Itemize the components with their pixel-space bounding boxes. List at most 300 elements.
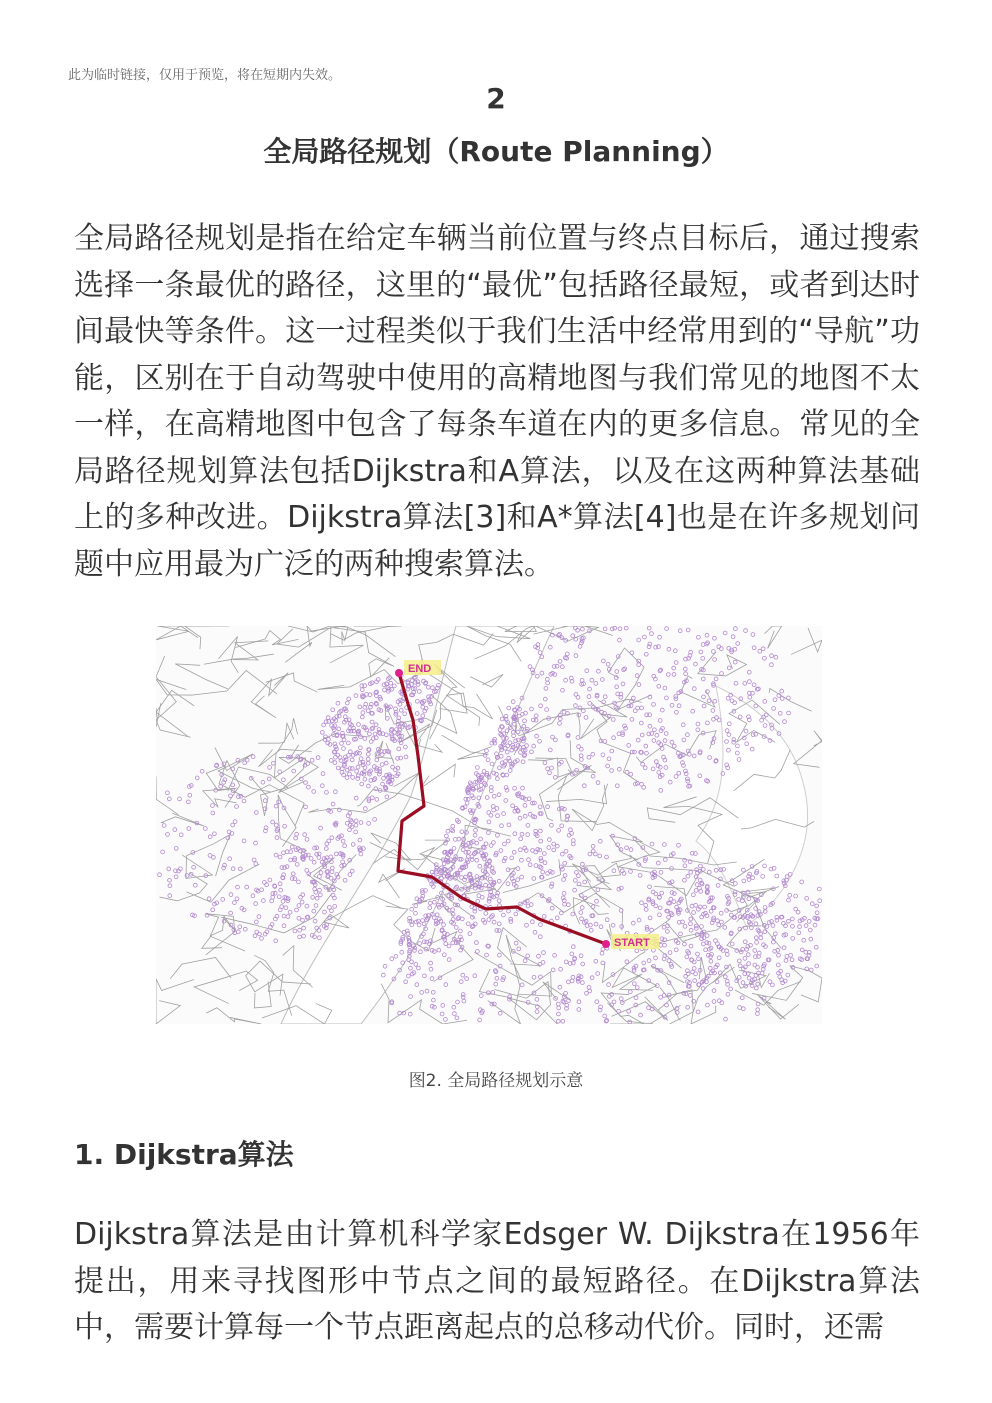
road-node xyxy=(229,911,233,915)
road-node xyxy=(763,930,767,934)
road-node xyxy=(475,858,479,862)
road-node xyxy=(558,985,562,989)
road-line xyxy=(156,979,194,1024)
road-node xyxy=(617,767,621,771)
road-node xyxy=(354,830,358,834)
road-node xyxy=(724,1017,728,1021)
road-node xyxy=(798,925,802,929)
road-line xyxy=(546,785,606,804)
road-node xyxy=(809,968,813,972)
road-node xyxy=(485,953,489,957)
road-node xyxy=(709,959,713,963)
road-node xyxy=(640,901,644,905)
road-node xyxy=(464,850,468,854)
road-node xyxy=(581,709,585,713)
road-line xyxy=(430,932,473,982)
road-node xyxy=(290,845,294,849)
road-node xyxy=(541,870,545,874)
road-node xyxy=(195,776,199,780)
road-node xyxy=(456,917,460,921)
road-node xyxy=(787,696,791,700)
road-node xyxy=(316,756,320,760)
road-node xyxy=(780,697,784,701)
road-node xyxy=(312,790,316,794)
road-node xyxy=(667,915,671,919)
road-node xyxy=(691,970,695,974)
road-node xyxy=(451,908,455,912)
road-node xyxy=(496,777,500,781)
road-node xyxy=(252,858,256,862)
road-node xyxy=(594,682,598,686)
road-node xyxy=(273,891,277,895)
road-node xyxy=(526,824,530,828)
road-node xyxy=(639,1013,643,1017)
road-node xyxy=(579,911,583,915)
road-node xyxy=(619,997,623,1001)
road-node xyxy=(550,906,554,910)
road-node xyxy=(784,959,788,963)
road-line xyxy=(698,652,747,676)
road-node xyxy=(640,733,644,737)
road-node xyxy=(694,662,698,666)
road-node xyxy=(560,665,564,669)
road-node xyxy=(747,670,751,674)
road-node xyxy=(611,718,615,722)
road-node xyxy=(519,751,523,755)
road-node xyxy=(274,853,278,857)
road-node xyxy=(318,893,322,897)
road-node xyxy=(253,934,257,938)
road-node xyxy=(491,991,495,995)
road-node xyxy=(594,922,598,926)
road-node xyxy=(541,961,545,965)
road-node xyxy=(535,1010,539,1014)
road-node xyxy=(233,901,237,905)
road-node xyxy=(508,769,512,773)
road-node xyxy=(271,895,275,899)
road-node xyxy=(265,883,269,887)
road-node xyxy=(539,859,543,863)
road-node xyxy=(555,916,559,920)
road-node xyxy=(590,976,594,980)
road-node xyxy=(263,799,267,803)
road-node xyxy=(618,627,622,631)
road-node xyxy=(691,709,695,713)
road-node xyxy=(647,626,651,630)
road-node xyxy=(548,748,552,752)
road-node xyxy=(557,1006,561,1010)
road-node xyxy=(663,843,667,847)
road-node xyxy=(415,983,419,987)
road-node xyxy=(282,914,286,918)
road-node xyxy=(610,769,614,773)
road-node xyxy=(668,951,672,955)
road-node xyxy=(610,749,614,753)
road-node xyxy=(447,894,451,898)
road-node xyxy=(255,930,259,934)
road-node xyxy=(564,849,568,853)
road-node xyxy=(652,703,656,707)
road-node xyxy=(511,804,515,808)
road-node xyxy=(723,975,727,979)
road-node xyxy=(599,925,603,929)
road-node xyxy=(622,668,626,672)
road-node xyxy=(345,701,349,705)
road-node xyxy=(714,868,718,872)
road-node xyxy=(771,924,775,928)
road-node xyxy=(539,975,543,979)
road-node xyxy=(685,955,689,959)
road-node xyxy=(278,855,282,859)
road-node xyxy=(254,902,258,906)
road-node xyxy=(523,719,527,723)
road-node xyxy=(584,716,588,720)
road-line xyxy=(156,670,277,695)
road-node xyxy=(809,937,813,941)
road-node xyxy=(235,805,239,809)
road-node xyxy=(367,822,371,826)
road-node xyxy=(625,960,629,964)
road-node xyxy=(591,905,595,909)
road-node xyxy=(786,973,790,977)
road-node xyxy=(571,945,575,949)
road-node xyxy=(543,697,547,701)
road-node xyxy=(625,770,629,774)
road-node xyxy=(639,721,643,725)
road-node xyxy=(478,1018,482,1022)
road-node xyxy=(621,682,625,686)
road-node xyxy=(168,884,172,888)
road-node xyxy=(725,953,729,957)
road-node xyxy=(271,820,275,824)
road-node xyxy=(360,688,364,692)
road-node xyxy=(664,732,668,736)
road-node xyxy=(545,677,549,681)
road-node xyxy=(312,860,316,864)
road-node xyxy=(242,839,246,843)
road-node xyxy=(421,705,425,709)
road-node xyxy=(788,893,792,897)
road-line xyxy=(175,664,227,689)
road-node xyxy=(773,932,777,936)
road-node xyxy=(529,903,533,907)
road-node xyxy=(654,956,658,960)
road-node xyxy=(514,739,518,743)
road-node xyxy=(407,958,411,962)
road-node xyxy=(643,635,647,639)
road-node xyxy=(605,855,609,859)
road-node xyxy=(543,761,547,765)
road-node xyxy=(606,764,610,768)
road-node xyxy=(534,714,538,718)
road-node xyxy=(601,961,605,965)
road-node xyxy=(371,726,375,730)
road-node xyxy=(238,867,242,871)
road-node xyxy=(346,741,350,745)
road-node xyxy=(539,704,543,708)
road-node xyxy=(333,905,337,909)
road-node xyxy=(562,878,566,882)
road-node xyxy=(238,925,242,929)
road-node xyxy=(437,948,441,952)
road-node xyxy=(751,633,755,637)
road-node xyxy=(692,687,696,691)
road-node xyxy=(683,858,687,862)
road-node xyxy=(660,708,664,712)
route-planning-map-figure xyxy=(156,626,822,1024)
road-node xyxy=(334,852,338,856)
road-node xyxy=(174,875,178,879)
road-node xyxy=(607,757,611,761)
road-node xyxy=(637,638,641,642)
road-node xyxy=(595,899,599,903)
road-node xyxy=(662,994,666,998)
road-node xyxy=(659,668,663,672)
road-node xyxy=(412,691,416,695)
road-node xyxy=(235,897,239,901)
road-node xyxy=(682,738,686,742)
road-node xyxy=(310,758,314,762)
road-node xyxy=(358,746,362,750)
road-node xyxy=(531,849,535,853)
road-node xyxy=(753,963,757,967)
road-node xyxy=(298,928,302,932)
road-node xyxy=(629,704,633,708)
road-node xyxy=(295,832,299,836)
road-node xyxy=(319,871,323,875)
road-node xyxy=(343,878,347,882)
road-node xyxy=(208,854,212,858)
road-node xyxy=(297,904,301,908)
road-node xyxy=(484,883,488,887)
road-node xyxy=(251,755,255,759)
road-node xyxy=(377,772,381,776)
road-node xyxy=(573,879,577,883)
road-node xyxy=(166,833,170,837)
road-node xyxy=(323,910,327,914)
road-node xyxy=(348,750,352,754)
road-node xyxy=(580,917,584,921)
road-node xyxy=(429,967,433,971)
road-node xyxy=(566,903,570,907)
road-node xyxy=(734,681,738,685)
road-node xyxy=(523,959,527,963)
road-node xyxy=(571,912,575,916)
road-node xyxy=(658,906,662,910)
road-node xyxy=(817,887,821,891)
road-node xyxy=(627,1009,631,1013)
road-node xyxy=(452,1005,456,1009)
road-node xyxy=(686,628,690,632)
road-line xyxy=(202,916,235,954)
road-node xyxy=(409,995,413,999)
road-node xyxy=(284,906,288,910)
road-node xyxy=(476,950,480,954)
road-node xyxy=(707,870,711,874)
road-node xyxy=(594,959,598,963)
road-line xyxy=(156,626,210,640)
road-node xyxy=(644,652,648,656)
road-node xyxy=(168,894,172,898)
road-node xyxy=(640,782,644,786)
road-node xyxy=(560,806,564,810)
road-node xyxy=(654,904,658,908)
road-node xyxy=(702,704,706,708)
road-node xyxy=(325,842,329,846)
road-node xyxy=(596,888,600,892)
road-node xyxy=(487,899,491,903)
road-node xyxy=(713,658,717,662)
road-node xyxy=(689,870,693,874)
road-node xyxy=(729,913,733,917)
road-node xyxy=(231,783,235,787)
road-node xyxy=(444,983,448,987)
road-node xyxy=(601,947,605,951)
road-node xyxy=(548,645,552,649)
road-node xyxy=(656,861,660,865)
road-node xyxy=(694,903,698,907)
road-node xyxy=(557,829,561,833)
road-node xyxy=(686,874,690,878)
road-node xyxy=(278,908,282,912)
road-node xyxy=(760,971,764,975)
road-node xyxy=(581,981,585,985)
road-node xyxy=(498,1011,502,1015)
road-node xyxy=(588,702,592,706)
road-node xyxy=(497,879,501,883)
road-node xyxy=(717,718,721,722)
road-node xyxy=(465,977,469,981)
road-node xyxy=(659,871,663,875)
road-node xyxy=(591,849,595,853)
road-node xyxy=(550,823,554,827)
road-node xyxy=(305,838,309,842)
road-node xyxy=(553,953,557,957)
road-node xyxy=(322,723,326,727)
road-node xyxy=(502,913,506,917)
road-node xyxy=(370,720,374,724)
road-node xyxy=(460,917,464,921)
road-node xyxy=(692,754,696,758)
road-node xyxy=(761,647,765,651)
road-node xyxy=(270,899,274,903)
road-node xyxy=(530,707,534,711)
road-node xyxy=(696,952,700,956)
road-node xyxy=(726,992,730,996)
road-node xyxy=(291,872,295,876)
road-node xyxy=(357,723,361,727)
road-node xyxy=(211,804,215,808)
road-node xyxy=(647,1006,651,1010)
road-node xyxy=(530,920,534,924)
road-node xyxy=(331,802,335,806)
road-node xyxy=(563,861,567,865)
road-node xyxy=(491,805,495,809)
road-node xyxy=(642,961,646,965)
road-node xyxy=(523,814,527,818)
road-node xyxy=(231,867,235,871)
road-node xyxy=(702,695,706,699)
road-node xyxy=(607,983,611,987)
road-node xyxy=(818,899,822,903)
road-node xyxy=(520,858,524,862)
road-node xyxy=(487,820,491,824)
road-node xyxy=(663,686,667,690)
road-node xyxy=(301,918,305,922)
road-node xyxy=(596,972,600,976)
road-node xyxy=(488,877,492,881)
road-node xyxy=(689,922,693,926)
road-node xyxy=(674,661,678,665)
road-node xyxy=(787,898,791,902)
end-label: END xyxy=(408,663,432,675)
road-node xyxy=(516,867,520,871)
road-node xyxy=(579,754,583,758)
road-node xyxy=(546,767,550,771)
road-node xyxy=(644,744,648,748)
road-node xyxy=(636,738,640,742)
road-node xyxy=(192,865,196,869)
road-node xyxy=(399,708,403,712)
road-node xyxy=(456,1000,460,1004)
road-node xyxy=(521,760,525,764)
road-node xyxy=(709,909,713,913)
road-node xyxy=(504,799,508,803)
road-node xyxy=(340,834,344,838)
road-node xyxy=(274,939,278,943)
road-node xyxy=(546,805,550,809)
road-node xyxy=(641,762,645,766)
road-node xyxy=(535,998,539,1002)
road-node xyxy=(648,724,652,728)
road-node xyxy=(538,805,542,809)
road-node xyxy=(665,1003,669,1007)
road-node xyxy=(325,791,329,795)
road-node xyxy=(571,975,575,979)
road-node xyxy=(363,737,367,741)
road-node xyxy=(305,904,309,908)
road-node xyxy=(678,629,682,633)
road-node xyxy=(350,758,354,762)
road-node xyxy=(161,850,165,854)
road-node xyxy=(331,708,335,712)
road-node xyxy=(347,697,351,701)
road-node xyxy=(517,714,521,718)
road-line xyxy=(764,626,781,648)
road-node xyxy=(429,702,433,706)
road-node xyxy=(219,785,223,789)
road-node xyxy=(660,747,664,751)
road-node xyxy=(343,844,347,848)
road-node xyxy=(368,732,372,736)
road-node xyxy=(550,882,554,886)
road-node xyxy=(277,895,281,899)
road-node xyxy=(591,844,595,848)
road-node xyxy=(392,684,396,688)
road-node xyxy=(513,786,517,790)
road-node xyxy=(627,744,631,748)
road-node xyxy=(643,766,647,770)
road-node xyxy=(653,728,657,732)
road-node xyxy=(375,798,379,802)
road-node xyxy=(398,703,402,707)
road-node xyxy=(262,899,266,903)
road-node xyxy=(333,761,337,765)
road-node xyxy=(578,645,582,649)
road-node xyxy=(551,735,555,739)
road-node xyxy=(478,864,482,868)
road-node xyxy=(752,646,756,650)
